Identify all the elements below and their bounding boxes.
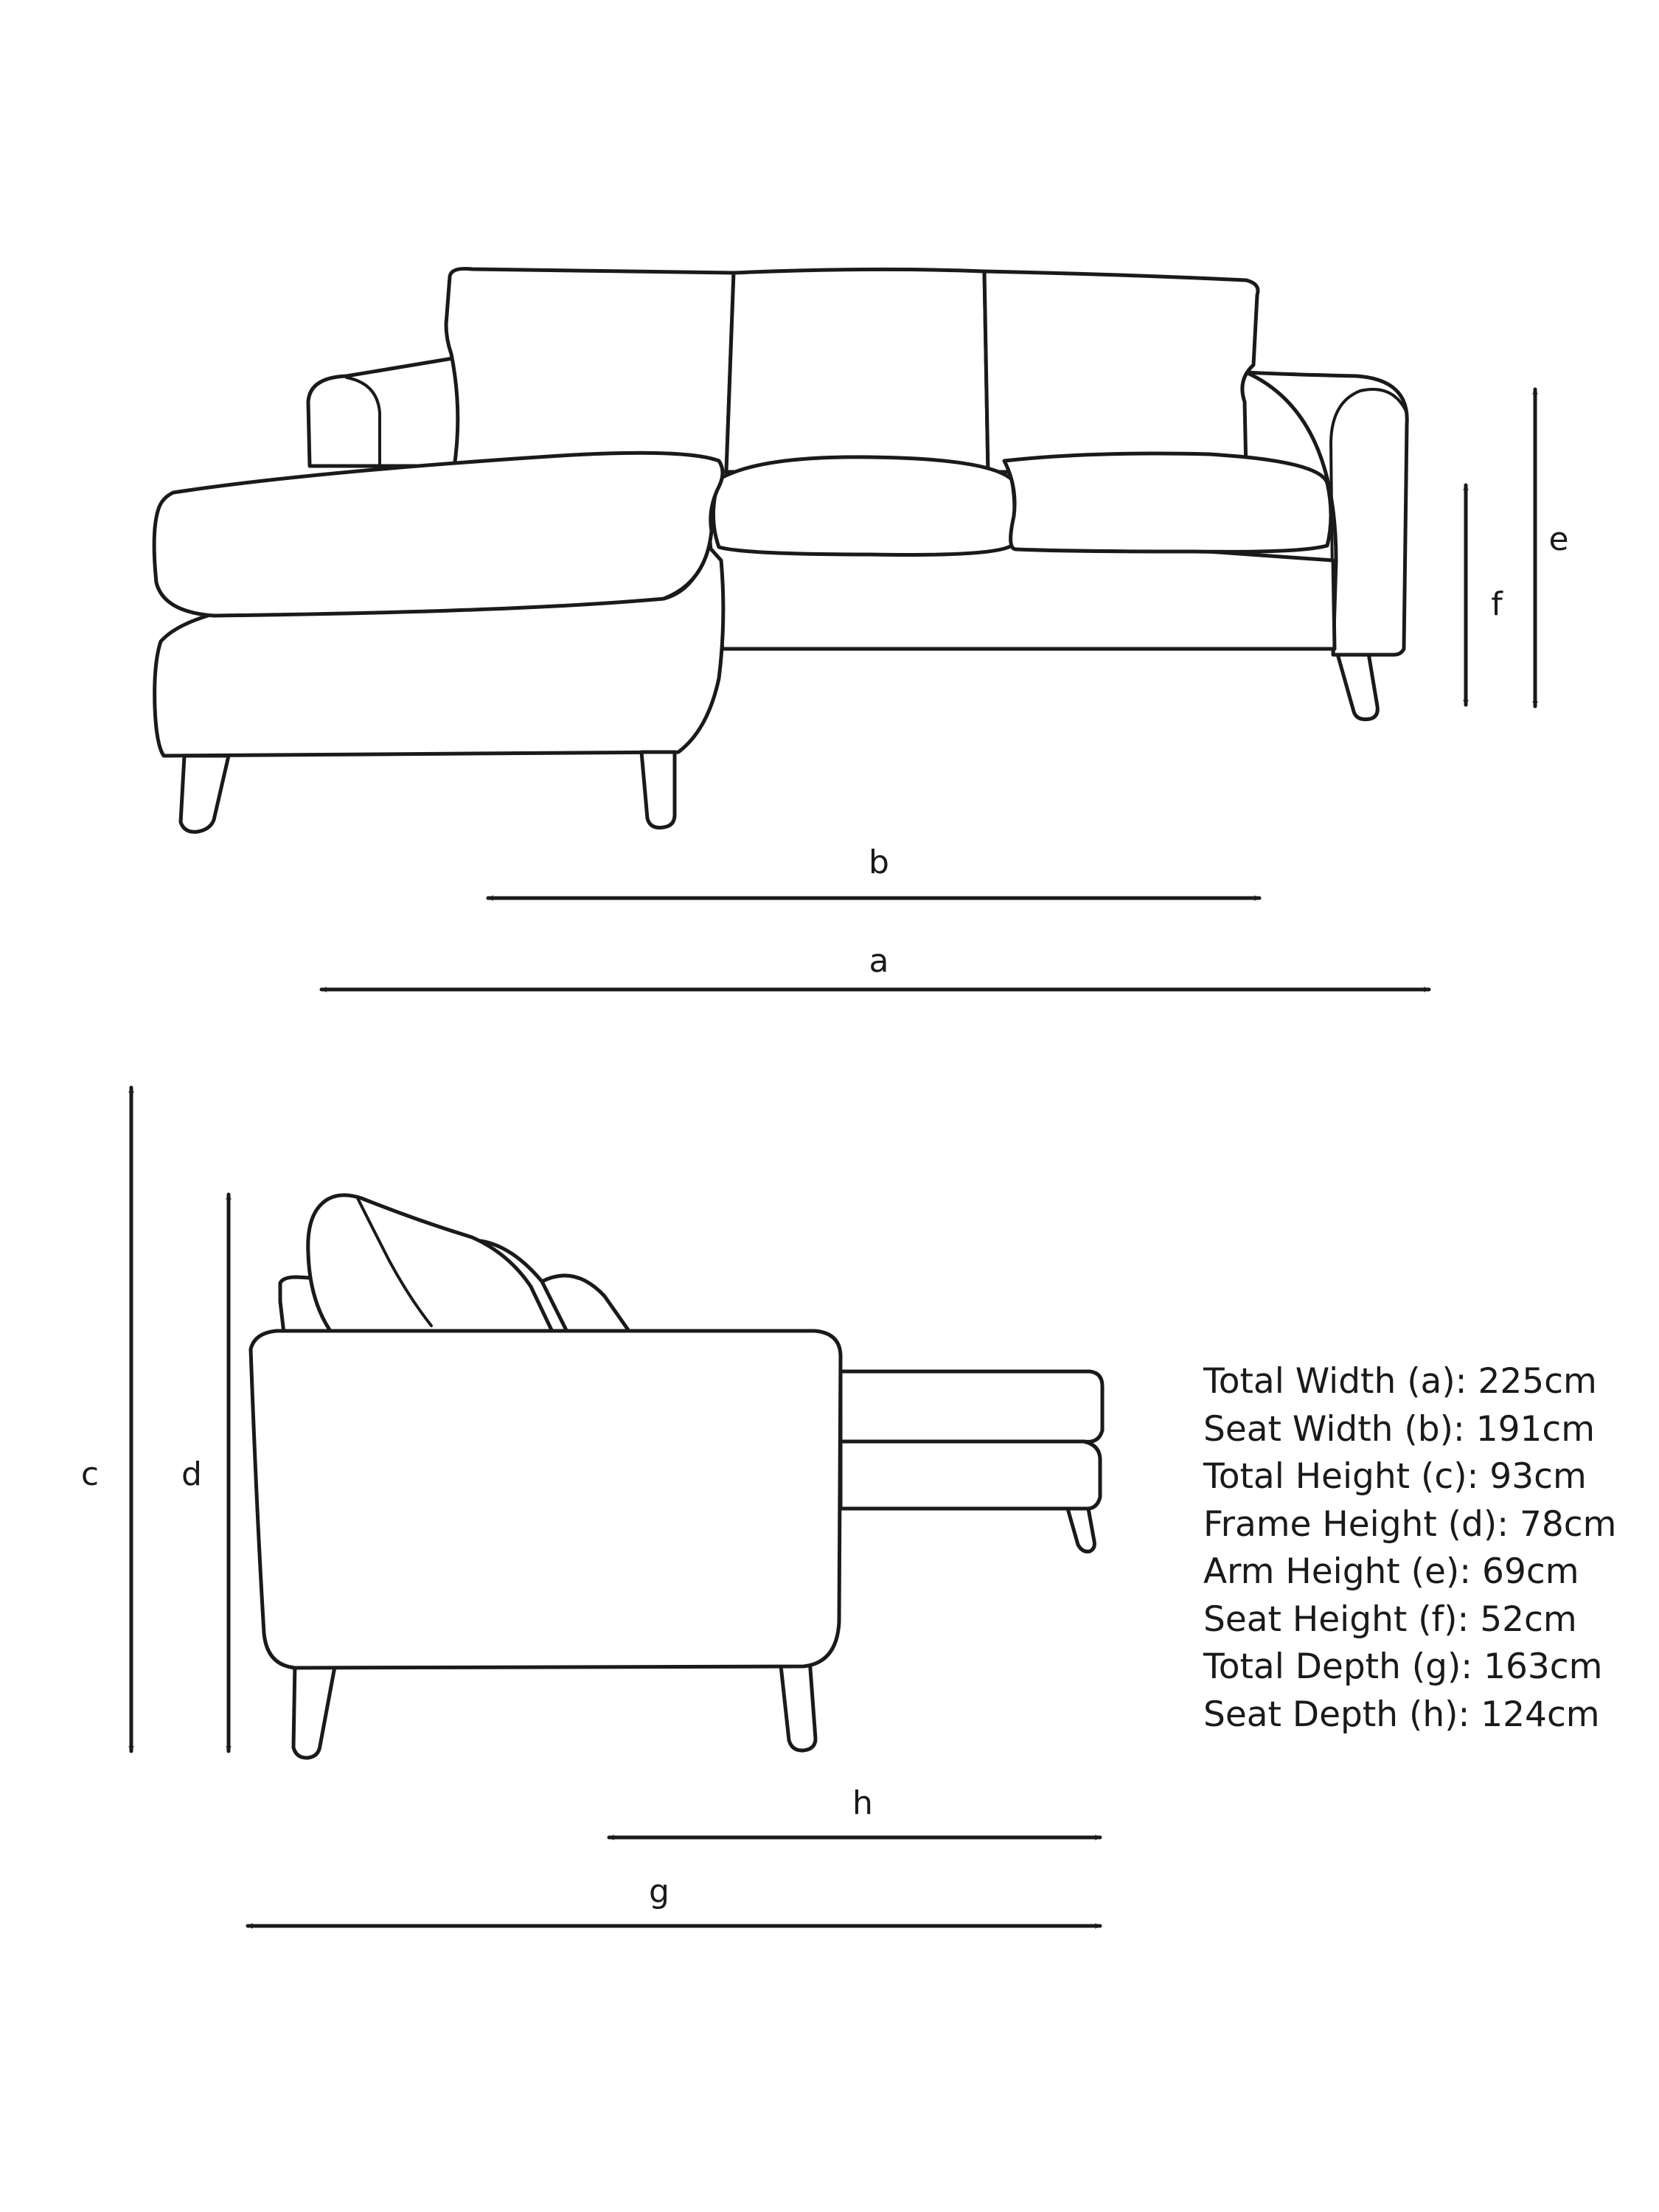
dimension-specs-list xyxy=(1203,1358,1616,1739)
label-b: b xyxy=(869,844,889,881)
label-e: e xyxy=(1548,521,1569,558)
label-d: d xyxy=(181,1455,202,1493)
sofa-front-view xyxy=(154,268,1407,832)
spec-seat-height: Seat Height (f): 52cm xyxy=(1203,1599,1577,1640)
label-f: f xyxy=(1491,585,1503,623)
label-a: a xyxy=(869,942,889,980)
spec-total-height: Total Height (c): 93cm xyxy=(1203,1456,1587,1497)
spec-frame-height: Frame Height (d): 78cm xyxy=(1203,1503,1617,1545)
spec-arm-height: Arm Height (e): 69cm xyxy=(1203,1551,1579,1592)
label-c: c xyxy=(80,1455,100,1493)
label-h: h xyxy=(852,1784,873,1822)
label-g: g xyxy=(649,1873,669,1910)
spec-total-depth: Total Depth (g): 163cm xyxy=(1203,1646,1603,1687)
spec-total-width: Total Width (a): 225cm xyxy=(1203,1361,1597,1402)
sofa-side-view xyxy=(251,1195,1102,1758)
spec-seat-depth: Seat Depth (h): 124cm xyxy=(1203,1694,1600,1735)
spec-seat-width: Seat Width (b): 191cm xyxy=(1203,1408,1596,1450)
